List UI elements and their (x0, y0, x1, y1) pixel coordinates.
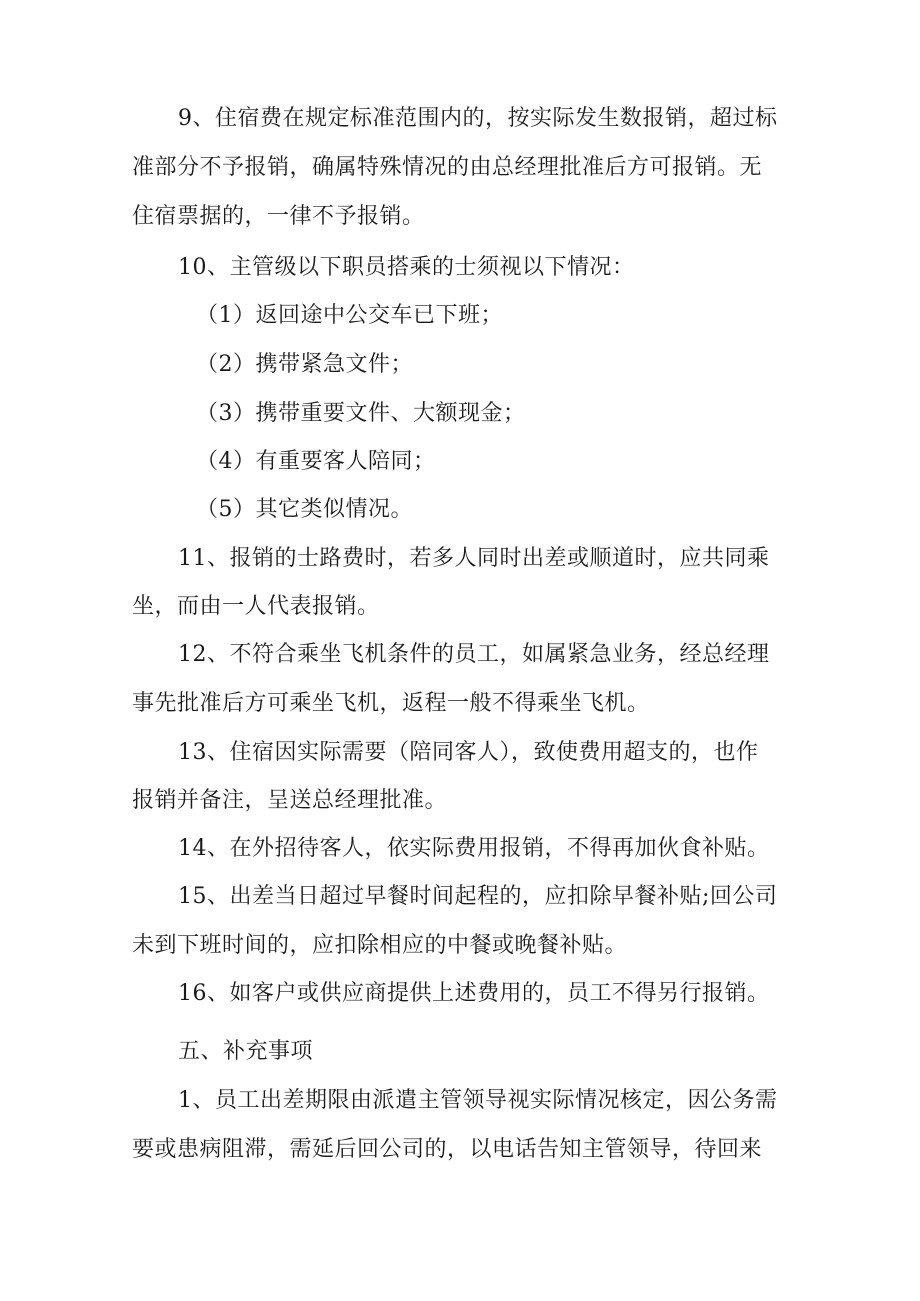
paragraph-15-line-1: 15、出差当日超过早餐时间起程的，应扣除早餐补贴;回公司 (178, 884, 778, 909)
paragraph-9-line-1: 9、住宿费在规定标准范围内的，按实际发生数报销，超过标 (178, 106, 778, 131)
paragraph-16: 16、如客户或供应商提供上述费用的，员工不得另行报销。 (178, 981, 770, 1006)
section-heading-5: 五、补充事项 (178, 1039, 314, 1064)
paragraph-12-line-1: 12、不符合乘坐飞机条件的员工，如属紧急业务，经总经理 (178, 642, 770, 667)
paragraph-15-line-2: 未到下班时间的，应扣除相应的中餐或晚餐补贴。 (132, 933, 628, 958)
list-item-3: （3）携带重要文件、大额现金； (196, 401, 526, 426)
paragraph-9-line-2: 准部分不予报销，确属特殊情况的由总经理批准后方可报销。无 (132, 155, 763, 180)
list-item-2: （2）携带紧急文件； (196, 352, 413, 377)
paragraph-13-line-2: 报销并备注，呈送总经理批准。 (132, 788, 448, 813)
supplement-1-line-1: 1、员工出差期限由派遣主管领导视实际情况核定，因公务需 (178, 1088, 778, 1113)
paragraph-12-line-2: 事先批准后方可乘坐飞机，返程一般不得乘坐飞机。 (132, 691, 650, 716)
paragraph-10: 10、主管级以下职员搭乘的士须视以下情况： (178, 255, 635, 280)
list-item-5: （5）其它类似情况。 (196, 497, 413, 522)
paragraph-13-line-1: 13、住宿因实际需要（陪同客人），致使费用超支的，也作 (178, 740, 759, 765)
list-item-1: （1）返回途中公交车已下班； (196, 303, 503, 328)
list-item-4: （4）有重要客人陪同； (196, 449, 436, 474)
paragraph-14: 14、在外招待客人，依实际费用报销，不得再加伙食补贴。 (178, 836, 770, 861)
supplement-1-line-2: 要或患病阻滞，需延后回公司的，以电话告知主管领导，待回来 (132, 1137, 763, 1162)
paragraph-11-line-2: 坐，而由一人代表报销。 (132, 594, 380, 619)
paragraph-9-line-3: 住宿票据的，一律不予报销。 (132, 204, 425, 229)
paragraph-11-line-1: 11、报销的士路费时，若多人同时出差或顺道时，应共同乘 (178, 546, 770, 571)
